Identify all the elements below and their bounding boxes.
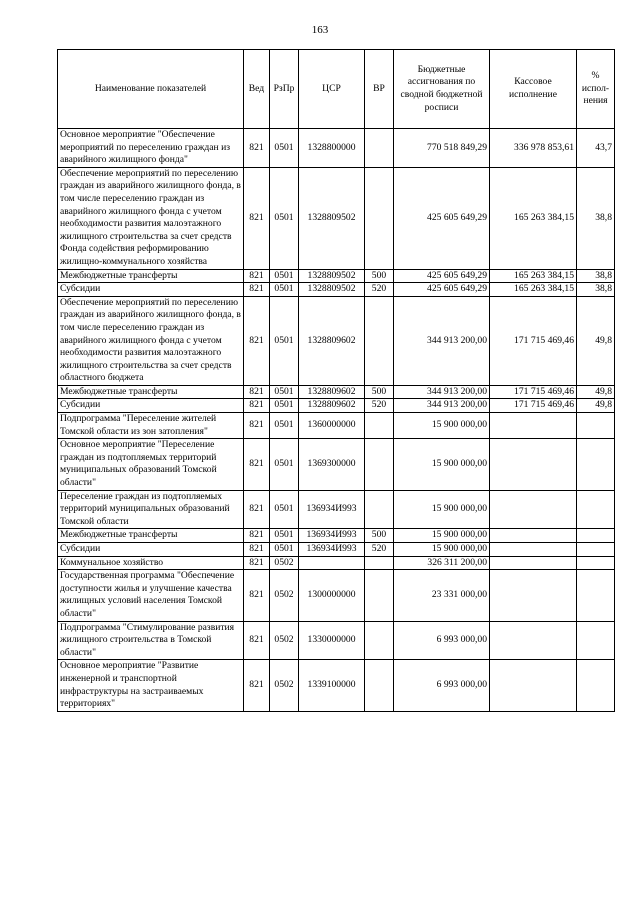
cell-ved: 821 <box>244 167 270 269</box>
cell-csr: 1360000000 <box>299 413 365 439</box>
cell-csr: 136934И993 <box>299 543 365 557</box>
cell-name: Переселение граждан из подтопляемых территорий муниципальных образований Томской области <box>58 490 244 529</box>
cell-vr <box>365 570 394 621</box>
cell-cash: 165 263 384,15 <box>490 269 577 283</box>
cell-ved: 821 <box>244 570 270 621</box>
cell-assignments: 425 605 649,29 <box>394 269 490 283</box>
cell-vr <box>365 129 394 168</box>
cell-percent: 43,7 <box>577 129 615 168</box>
cell-percent: 49,8 <box>577 296 615 385</box>
cell-rzpr: 0501 <box>270 269 299 283</box>
cell-vr: 500 <box>365 529 394 543</box>
cell-ved: 821 <box>244 543 270 557</box>
cell-name: Основное мероприятие "Переселение граждан из подтопляемых территорий муниципальных образований Томской области" <box>58 439 244 490</box>
cell-rzpr: 0501 <box>270 439 299 490</box>
cell-assignments: 344 913 200,00 <box>394 399 490 413</box>
table-row <box>58 167 615 269</box>
cell-rzpr: 0502 <box>270 660 299 711</box>
cell-rzpr: 0502 <box>270 570 299 621</box>
cell-percent <box>577 556 615 570</box>
header-ved: Вед <box>244 50 270 129</box>
cell-vr <box>365 660 394 711</box>
cell-cash <box>490 439 577 490</box>
table-row <box>58 439 615 490</box>
cell-assignments: 15 900 000,00 <box>394 413 490 439</box>
cell-cash: 165 263 384,15 <box>490 283 577 297</box>
header-csr: ЦСР <box>299 50 365 129</box>
cell-name: Коммунальное хозяйство <box>58 556 244 570</box>
cell-vr <box>365 556 394 570</box>
table-row <box>58 269 615 283</box>
cell-cash <box>490 621 577 660</box>
cell-name: Субсидии <box>58 283 244 297</box>
table-row <box>58 283 615 297</box>
cell-csr: 1328809602 <box>299 385 365 399</box>
cell-csr: 1328809502 <box>299 269 365 283</box>
cell-csr: 1328809602 <box>299 296 365 385</box>
table-row <box>58 296 615 385</box>
header-percent: % испол- нения <box>577 50 615 129</box>
cell-percent <box>577 543 615 557</box>
cell-rzpr: 0501 <box>270 529 299 543</box>
cell-csr: 1328800000 <box>299 129 365 168</box>
page-number: 163 <box>311 24 329 36</box>
budget-table <box>57 49 615 712</box>
cell-rzpr: 0501 <box>270 129 299 168</box>
cell-cash <box>490 556 577 570</box>
cell-vr <box>365 296 394 385</box>
cell-vr: 520 <box>365 283 394 297</box>
cell-ved: 821 <box>244 529 270 543</box>
cell-vr <box>365 490 394 529</box>
cell-rzpr: 0501 <box>270 490 299 529</box>
cell-cash: 336 978 853,61 <box>490 129 577 168</box>
table-row <box>58 129 615 168</box>
table-body <box>58 129 615 712</box>
cell-percent <box>577 660 615 711</box>
cell-name: Подпрограмма "Стимулирование развития жилищного строительства в Томской области" <box>58 621 244 660</box>
cell-assignments: 344 913 200,00 <box>394 385 490 399</box>
cell-name: Межбюджетные трансферты <box>58 385 244 399</box>
cell-ved: 821 <box>244 296 270 385</box>
header-vr: ВР <box>365 50 394 129</box>
cell-csr: 136934И993 <box>299 490 365 529</box>
cell-ved: 821 <box>244 556 270 570</box>
cell-csr: 1330000000 <box>299 621 365 660</box>
cell-percent <box>577 490 615 529</box>
cell-ved: 821 <box>244 129 270 168</box>
table-row <box>58 621 615 660</box>
cell-vr: 520 <box>365 399 394 413</box>
cell-ved: 821 <box>244 413 270 439</box>
cell-percent <box>577 529 615 543</box>
cell-cash: 171 715 469,46 <box>490 399 577 413</box>
cell-name: Основное мероприятие "Обеспечение мероприятий по переселению граждан из аварийного жилищного фонда" <box>58 129 244 168</box>
cell-assignments: 15 900 000,00 <box>394 439 490 490</box>
table-row <box>58 660 615 711</box>
cell-percent <box>577 570 615 621</box>
cell-name: Государственная программа "Обеспечение доступности жилья и улучшение качества жилищных условий населения Томской области" <box>58 570 244 621</box>
table-row <box>58 399 615 413</box>
cell-vr <box>365 621 394 660</box>
cell-name: Основное мероприятие "Развитие инженерной и транспортной инфраструктуры на застраиваемых территориях" <box>58 660 244 711</box>
cell-cash <box>490 413 577 439</box>
cell-rzpr: 0501 <box>270 296 299 385</box>
header-assignments: Бюджетные ассигнования по сводной бюджетной росписи <box>394 50 490 129</box>
cell-csr: 1339100000 <box>299 660 365 711</box>
cell-assignments: 425 605 649,29 <box>394 167 490 269</box>
cell-assignments: 326 311 200,00 <box>394 556 490 570</box>
cell-ved: 821 <box>244 490 270 529</box>
cell-csr: 1369300000 <box>299 439 365 490</box>
table-row <box>58 570 615 621</box>
cell-cash <box>490 490 577 529</box>
cell-assignments: 6 993 000,00 <box>394 621 490 660</box>
cell-name: Подпрограмма "Переселение жителей Томской области из зон затопления" <box>58 413 244 439</box>
table-row <box>58 556 615 570</box>
cell-assignments: 6 993 000,00 <box>394 660 490 711</box>
cell-cash <box>490 543 577 557</box>
cell-name: Субсидии <box>58 399 244 413</box>
cell-rzpr: 0501 <box>270 413 299 439</box>
cell-ved: 821 <box>244 621 270 660</box>
header-rzpr: РзПр <box>270 50 299 129</box>
cell-percent: 49,8 <box>577 385 615 399</box>
cell-csr <box>299 556 365 570</box>
cell-rzpr: 0501 <box>270 167 299 269</box>
table-row <box>58 543 615 557</box>
cell-csr: 136934И993 <box>299 529 365 543</box>
cell-assignments: 770 518 849,29 <box>394 129 490 168</box>
table-row <box>58 529 615 543</box>
cell-cash <box>490 660 577 711</box>
cell-rzpr: 0501 <box>270 385 299 399</box>
cell-percent: 49,8 <box>577 399 615 413</box>
table-row <box>58 385 615 399</box>
cell-assignments: 15 900 000,00 <box>394 529 490 543</box>
cell-assignments: 15 900 000,00 <box>394 543 490 557</box>
cell-vr: 500 <box>365 269 394 283</box>
cell-csr: 1328809502 <box>299 283 365 297</box>
cell-rzpr: 0502 <box>270 556 299 570</box>
cell-cash: 165 263 384,15 <box>490 167 577 269</box>
table-row <box>58 490 615 529</box>
header-cash: Кассовое исполнение <box>490 50 577 129</box>
cell-percent: 38,8 <box>577 167 615 269</box>
cell-percent <box>577 413 615 439</box>
table-row <box>58 413 615 439</box>
cell-ved: 821 <box>244 439 270 490</box>
cell-assignments: 15 900 000,00 <box>394 490 490 529</box>
cell-percent <box>577 621 615 660</box>
cell-vr <box>365 413 394 439</box>
cell-percent: 38,8 <box>577 269 615 283</box>
cell-ved: 821 <box>244 283 270 297</box>
cell-assignments: 344 913 200,00 <box>394 296 490 385</box>
cell-ved: 821 <box>244 660 270 711</box>
cell-assignments: 23 331 000,00 <box>394 570 490 621</box>
cell-rzpr: 0501 <box>270 399 299 413</box>
header-name: Наименование показателей <box>58 50 244 129</box>
cell-name: Межбюджетные трансферты <box>58 269 244 283</box>
cell-csr: 1300000000 <box>299 570 365 621</box>
cell-name: Обеспечение мероприятий по переселению граждан из аварийного жилищного фонда, в том числе переселению граждан из аварийного жилищного фонда с учетом необходимости развития малоэтажного жилищного строительства за счет средств Фонда содействия реформированию жилищно-коммунального хозяйства <box>58 167 244 269</box>
cell-rzpr: 0502 <box>270 621 299 660</box>
cell-csr: 1328809602 <box>299 399 365 413</box>
cell-percent <box>577 439 615 490</box>
cell-rzpr: 0501 <box>270 543 299 557</box>
cell-name: Межбюджетные трансферты <box>58 529 244 543</box>
cell-rzpr: 0501 <box>270 283 299 297</box>
cell-vr <box>365 167 394 269</box>
cell-cash: 171 715 469,46 <box>490 296 577 385</box>
cell-cash <box>490 570 577 621</box>
cell-percent: 38,8 <box>577 283 615 297</box>
cell-name: Субсидии <box>58 543 244 557</box>
cell-ved: 821 <box>244 385 270 399</box>
cell-cash: 171 715 469,46 <box>490 385 577 399</box>
cell-vr <box>365 439 394 490</box>
cell-ved: 821 <box>244 399 270 413</box>
cell-vr: 500 <box>365 385 394 399</box>
cell-assignments: 425 605 649,29 <box>394 283 490 297</box>
cell-csr: 1328809502 <box>299 167 365 269</box>
table-header-row <box>58 50 615 129</box>
cell-ved: 821 <box>244 269 270 283</box>
cell-cash <box>490 529 577 543</box>
cell-vr: 520 <box>365 543 394 557</box>
cell-name: Обеспечение мероприятий по переселению граждан из аварийного жилищного фонда, в том числе переселению граждан из аварийного жилищного фонда с учетом необходимости развития малоэтажного жилищного строительства за счет средств областного бюджета <box>58 296 244 385</box>
